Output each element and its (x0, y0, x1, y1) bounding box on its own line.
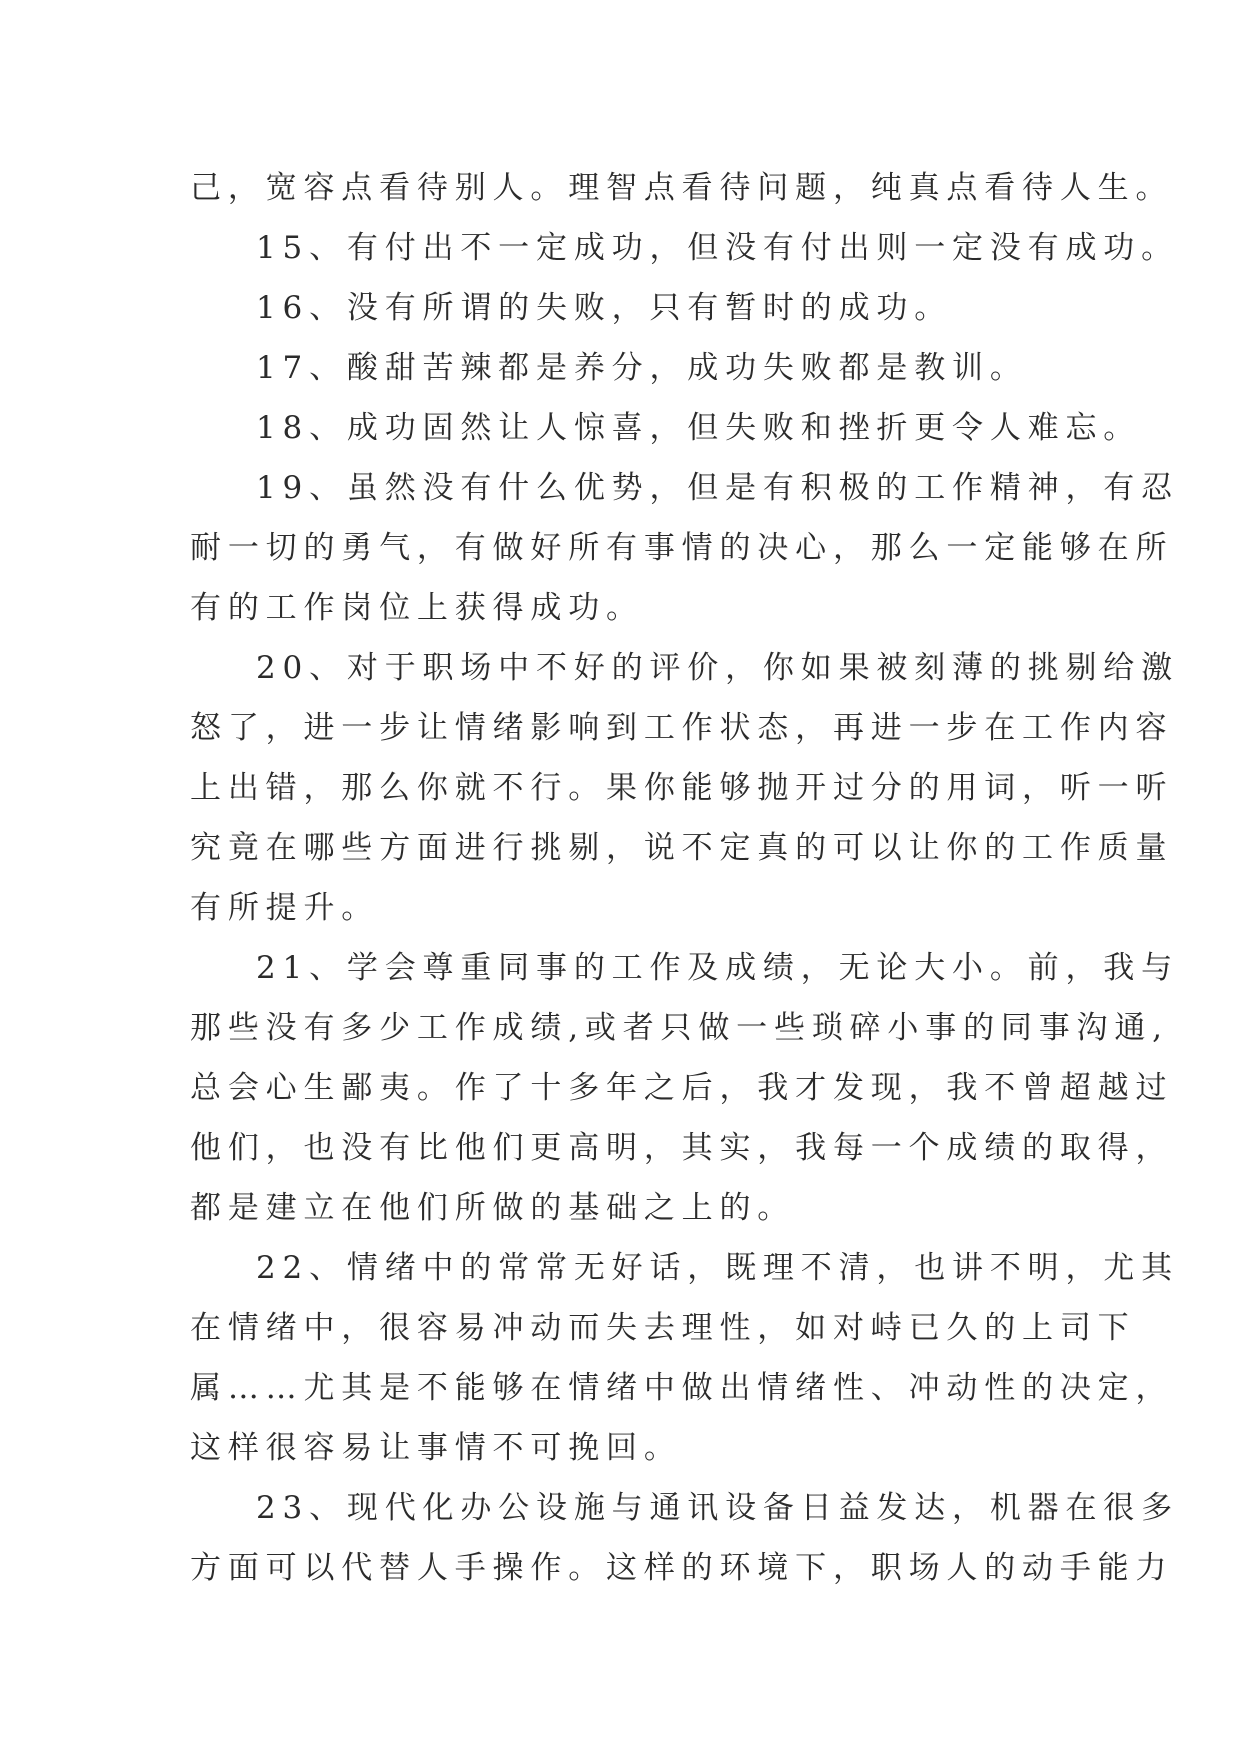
document-body (190, 158, 1240, 1598)
text-line: 怒了，进一步让情绪影响到工作状态，再进一步在工作内容 (190, 710, 1174, 746)
text-line: 总会心生鄙夷。作了十多年之后，我才发现，我不曾超越过 (190, 1070, 1174, 1106)
text-line: 在情绪中，很容易冲动而失去理性，如对峙已久的上司下 (190, 1310, 1136, 1346)
list-item-19: 19、虽然没有什么优势，但是有积极的工作精神，有忍 (256, 470, 1179, 506)
text-line: 这样很容易让事情不可挽回。 (190, 1430, 682, 1466)
list-item-17: 17、酸甜苦辣都是养分，成功失败都是教训。 (256, 350, 1028, 386)
text-line: 有的工作岗位上获得成功。 (190, 590, 644, 626)
text-line: 都是建立在他们所做的基础之上的。 (190, 1190, 796, 1226)
list-item-18: 18、成功固然让人惊喜，但失败和挫折更令人难忘。 (256, 410, 1142, 446)
list-item-15: 15、有付出不一定成功，但没有付出则一定没有成功。 (256, 230, 1179, 266)
text-line: 己，宽容点看待别人。理智点看待问题，纯真点看待人生。 (190, 170, 1174, 206)
text-line: 那些没有多少工作成绩,或者只做一些琐碎小事的同事沟通, (190, 1010, 1169, 1046)
list-item-23: 23、现代化办公设施与通讯设备日益发达，机器在很多 (256, 1490, 1179, 1526)
text-line: 方面可以代替人手操作。这样的环境下，职场人的动手能力 (190, 1550, 1174, 1586)
list-item-20: 20、对于职场中不好的评价，你如果被刻薄的挑剔给激 (256, 650, 1179, 686)
list-item-21: 21、学会尊重同事的工作及成绩，无论大小。前，我与 (256, 950, 1179, 986)
list-item-16: 16、没有所谓的失败，只有暂时的成功。 (256, 290, 953, 326)
text-line: 上出错，那么你就不行。果你能够抛开过分的用词，听一听 (190, 770, 1174, 806)
text-line: 究竟在哪些方面进行挑剔，说不定真的可以让你的工作质量 (190, 830, 1174, 866)
text-line: 属……尤其是不能够在情绪中做出情绪性、冲动性的决定， (190, 1370, 1174, 1406)
text-line: 有所提升。 (190, 890, 380, 926)
list-item-22: 22、情绪中的常常无好话，既理不清，也讲不明，尤其 (256, 1250, 1179, 1286)
text-line: 耐一切的勇气，有做好所有事情的决心，那么一定能够在所 (190, 530, 1174, 566)
text-line: 他们，也没有比他们更高明，其实，我每一个成绩的取得， (190, 1130, 1174, 1166)
